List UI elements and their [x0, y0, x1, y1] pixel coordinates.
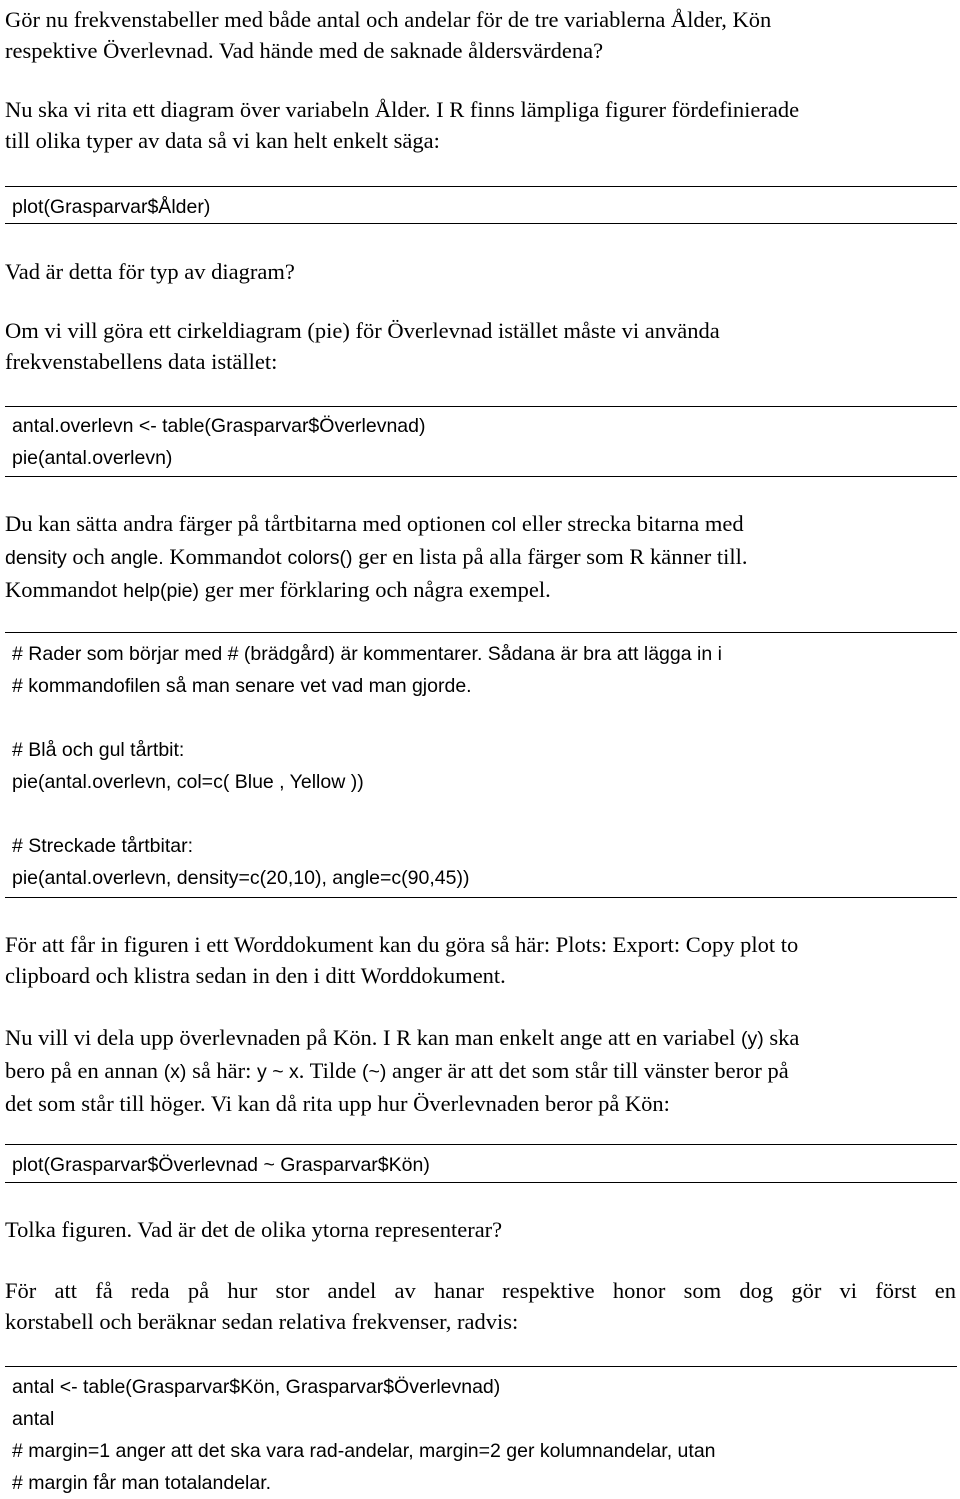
text-line	[5, 574, 960, 607]
code-plot-overlevnad-kon: plot(Grasparvar$Överlevnad ~ Grasparvar$Kön)	[12, 1154, 430, 1176]
code-line	[12, 702, 722, 734]
code-pie-examples	[12, 638, 722, 894]
code-line: # Blå och gul tårtbit:	[12, 739, 185, 761]
text-line: Gör nu frekvenstabeller med både antal och andelar för de tre variablerna Ålder, Kön	[5, 7, 772, 32]
code-line: pie(antal.overlevn, col=c( Blue , Yellow ))	[12, 771, 364, 793]
text: ger mer förklaring och några exempel.	[199, 577, 551, 602]
text: Kommandot	[163, 544, 288, 569]
text: och	[66, 544, 111, 569]
code-cross-table	[12, 1371, 716, 1499]
code-line: antal <- table(Grasparvar$Kön, Grasparvar$Överlevnad)	[12, 1376, 501, 1398]
inline-code: col	[491, 514, 517, 536]
inline-code: (x)	[163, 1061, 187, 1083]
text-line: Om vi vill göra ett cirkeldiagram (pie) för Överlevnad istället måste vi använda	[5, 318, 720, 343]
code-box-top-rule	[5, 1366, 957, 1367]
code-box-top-rule	[5, 406, 957, 407]
inline-code: (y)	[741, 1028, 764, 1050]
code-line: # kommandofilen så man senare vet vad man gjorde.	[12, 675, 472, 697]
text: eller strecka bitarna med	[516, 511, 744, 536]
question-interpret-figure: Tolka figuren. Vad är det de olika ytorna representerar?	[5, 1217, 503, 1242]
code-line: # Rader som börjar med # (brädgård) är kommentarer. Sådana är bra att lägga in i	[12, 643, 722, 665]
text: Du kan sätta andra färger på tårtbitarna med optionen	[5, 511, 492, 536]
text: Nu vill vi dela upp överlevnaden på Kön. I R kan man enkelt ange att en variabel	[5, 1025, 742, 1050]
text: bero på en annan	[5, 1058, 164, 1083]
paragraph-survival-by-sex	[5, 1022, 960, 1119]
text-line	[5, 1022, 960, 1055]
text-line: respektive Överlevnad. Vad hände med de saknade åldersvärdena?	[5, 38, 604, 63]
text: Kommandot	[5, 577, 124, 602]
text-line: Nu ska vi rita ett diagram över variabeln Ålder. I R finns lämpliga figurer fördefinierade	[5, 97, 800, 122]
code-line: antal	[12, 1408, 55, 1430]
text: anger är att det som står till vänster beror på	[386, 1058, 789, 1083]
paragraph-cross-table	[5, 1275, 956, 1306]
inline-code: help(pie)	[123, 580, 200, 602]
text: . Tilde	[298, 1058, 362, 1083]
inline-code: y ~ x	[257, 1061, 299, 1083]
paragraph-pie-chart	[5, 315, 960, 377]
paragraph-draw-diagram	[5, 94, 960, 156]
text-line	[5, 1055, 960, 1088]
text: ska	[763, 1025, 800, 1050]
text-line: clipboard och klistra sedan in den i ditt Worddokument.	[5, 963, 506, 988]
code-line: pie(antal.overlevn)	[12, 447, 173, 469]
paragraph-pie-options	[5, 508, 960, 607]
inline-code: colors()	[287, 547, 353, 569]
paragraph-frequency-tables	[5, 4, 960, 66]
code-box-top-rule	[5, 1144, 957, 1145]
code-line: pie(antal.overlevn, density=c(20,10), angle=c(90,45))	[12, 867, 470, 889]
text-line: det som står till höger. Vi kan då rita upp hur Överlevnaden beror på Kön:	[5, 1091, 670, 1116]
inline-code: (~)	[361, 1061, 387, 1083]
paragraph-cross-table-line2	[5, 1306, 960, 1337]
inline-code: angle.	[110, 547, 164, 569]
text-line	[5, 508, 960, 541]
text-line: För att får in figuren i ett Worddokument kan du göra så här: Plots: Export: Copy plot to	[5, 932, 799, 957]
text-line: till olika typer av data så vi kan helt enkelt säga:	[5, 128, 440, 153]
question-diagram-type: Vad är detta för typ av diagram?	[5, 259, 295, 284]
text: så här:	[186, 1058, 258, 1083]
code-box-bottom-rule	[5, 897, 957, 898]
code-box-bottom-rule	[5, 1182, 957, 1183]
code-box-bottom-rule	[5, 223, 957, 224]
code-line: # margin får man totalandelar.	[12, 1472, 272, 1494]
text-line	[5, 541, 960, 574]
code-box-bottom-rule	[5, 476, 957, 477]
code-line: # margin=1 anger att det ska vara rad-andelar, margin=2 ger kolumnandelar, utan	[12, 1440, 716, 1462]
code-line	[12, 798, 722, 830]
text-line: frekvenstabellens data istället:	[5, 349, 278, 374]
inline-code: density	[5, 547, 67, 569]
code-plot-alder: plot(Grasparvar$Ålder)	[12, 196, 211, 218]
text: ger en lista på alla färger som R känner till.	[352, 544, 748, 569]
paragraph-word-export	[5, 929, 960, 991]
code-box-top-rule	[5, 186, 957, 187]
text-line: För att få reda på hur stor andel av hanar respektive honor som dog gör vi först en	[5, 1278, 956, 1303]
code-pie-overlevn	[12, 410, 426, 474]
code-box-top-rule	[5, 632, 957, 633]
code-line: # Streckade tårtbitar:	[12, 835, 194, 857]
code-line: antal.overlevn <- table(Grasparvar$Överlevnad)	[12, 415, 426, 437]
text-line: korstabell och beräknar sedan relativa frekvenser, radvis:	[5, 1309, 519, 1334]
